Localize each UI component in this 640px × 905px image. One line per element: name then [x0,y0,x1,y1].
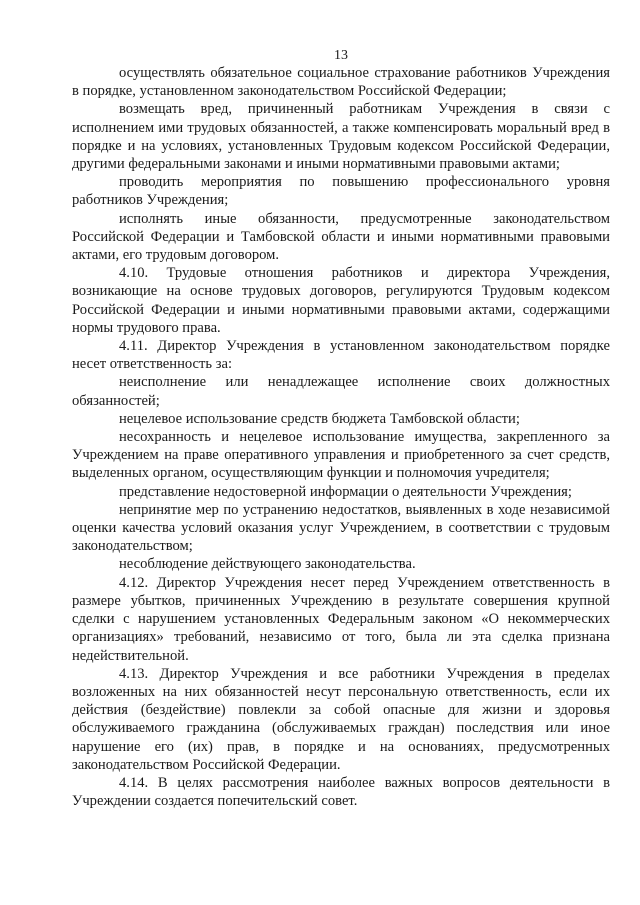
paragraph-professional-development: проводить мероприятия по повышению профессионального уровня работников Учреждения; [72,174,610,209]
page-number: 13 [334,48,348,63]
paragraph-4-12: 4.12. Директор Учреждения несет перед Учреждением ответственность в размере убытков, причиненных Учреждению в результате совершения крупной сделки с нарушением установленных Федеральным законом «О некоммерческих организациях» требований, независимо от того, была ли эта сделка признана недействительной. [72,574,610,664]
paragraph-compensate-harm: возмещать вред, причиненный работникам Учреждения в связи с исполнением ими трудовых обязанностей, а также компенсировать моральный вред в порядке и на условиях, установленных Трудовым кодексом Российской Федерации, другими федеральными законами и иными нормативными правовыми актами; [72,101,610,173]
paragraph-noncompliance: несоблюдение действующего законодательства. [119,556,416,573]
paragraph-independent-assessment: непринятие мер по устранению недостатков, выявленных в ходе независимой оценки качества условий оказания услуг Учреждением, в соответствии с трудовым законодательством; [72,501,610,555]
paragraph-budget-misuse: нецелевое использование средств бюджета Тамбовской области; [119,410,520,427]
paragraph-4-11: 4.11. Директор Учреждения в установленном законодательством порядке несет ответственность за: [72,338,610,373]
paragraph-nonperformance: неисполнение или ненадлежащее исполнение своих должностных обязанностей; [72,374,610,409]
paragraph-property-safety: несохранность и нецелевое использование имущества, закрепленного за Учреждением на праве оперативного управления и приобретенного за счет средств, выделенных органом, осуществляющим функции и полномочия учредителя; [72,429,610,482]
paragraph-4-10: 4.10. Трудовые отношения работников и директора Учреждения, возникающие на основе трудовых договоров, регулируются Трудовым кодексом Российской Федерации и иными нормативными правовыми актами, содержащими нормы трудового права. [72,265,610,336]
paragraph-4-13: 4.13. Директор Учреждения и все работники Учреждения в пределах возложенных на них обязанностей несут персональную ответственность, если их действия (бездействие) повлекли за собой опасные для жизни и здоровья обслуживаемого гражданина (обслуживаемых граждан) последствия или иное нарушение его (их) прав, в порядке и на основаниях, предусмотренных законодательством Российской Федерации. [72,665,610,773]
paragraph-4-14: 4.14. В целях рассмотрения наиболее важных вопросов деятельности в Учреждении создается попечительский совет. [72,774,610,810]
paragraph-social-insurance: осуществлять обязательное социальное страхование работников Учреждения в порядке, установленном законодательством Российской Федерации; [72,65,610,100]
document-page [72,48,610,810]
paragraph-other-duties: исполнять иные обязанности, предусмотренные законодательством Российской Федерации и Тамбовской области и иными нормативными правовыми актами, его трудовым договором. [72,210,610,264]
paragraph-false-information: представление недостоверной информации о деятельности Учреждения; [119,483,572,500]
